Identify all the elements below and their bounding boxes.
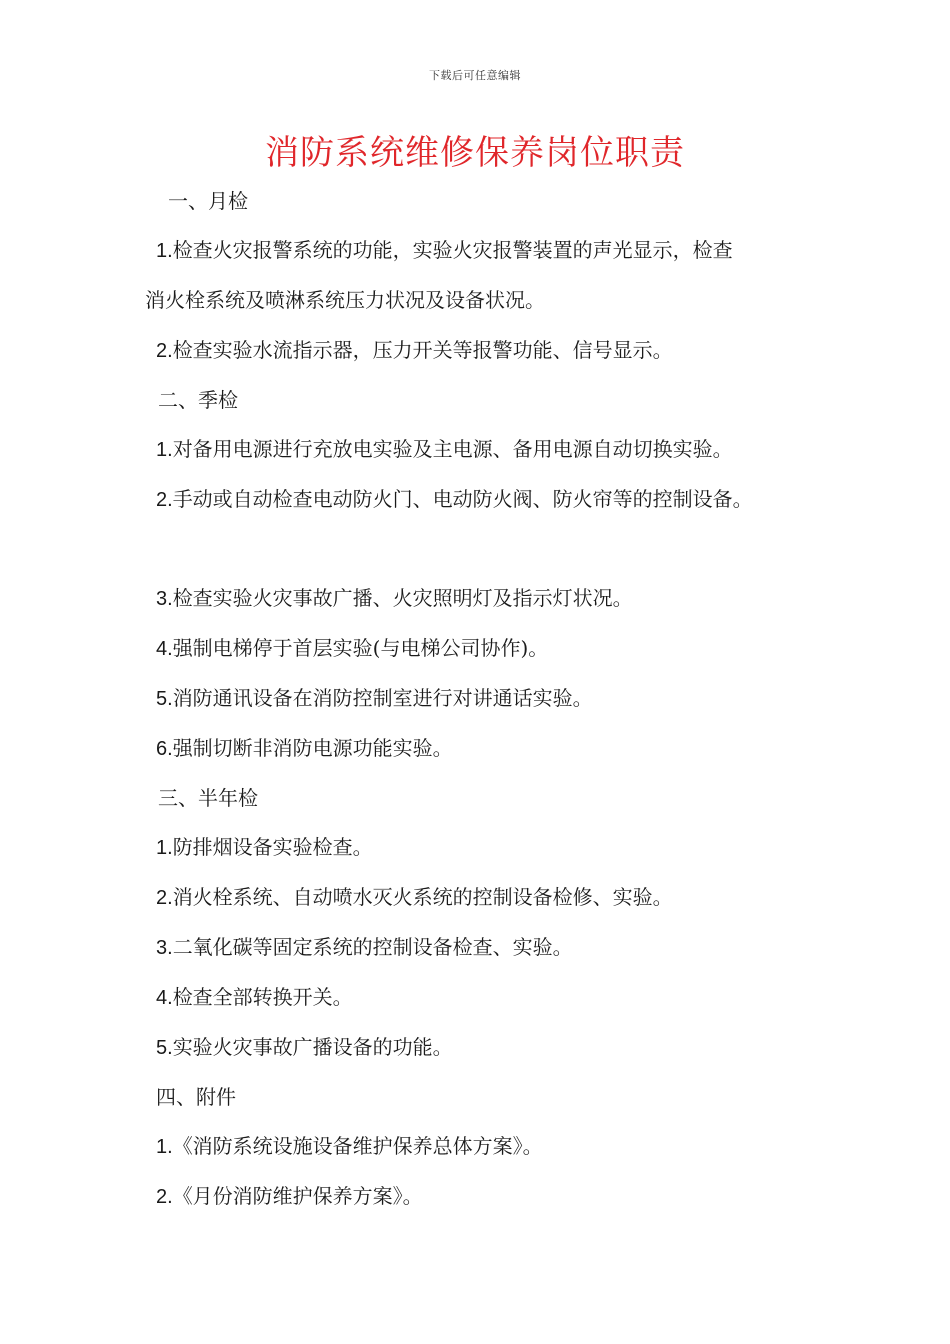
item-text: 消防通讯设备在消防控制室进行对讲通话实验。 <box>172 686 593 710</box>
item-number: 2. <box>156 887 173 909</box>
document-title: 消防系统维修保养岗位职责 <box>265 133 685 173</box>
item-text: 《消防系统设施设备维护保养总体方案》。 <box>172 1134 543 1158</box>
section-3-item-5 <box>156 1033 453 1062</box>
item-text: 防排烟设备实验检查。 <box>172 835 373 859</box>
section-2-item-5 <box>156 684 593 713</box>
item-text: 《月份消防维护保养方案》。 <box>172 1184 423 1208</box>
section-3-item-2 <box>156 883 673 912</box>
item-number: 3. <box>156 588 173 610</box>
section-3-item-1 <box>156 833 373 862</box>
item-text: 二氧化碳等固定系统的控制设备检查、实验。 <box>172 935 573 959</box>
item-number: 2. <box>156 340 173 362</box>
item-text: 强制切断非消防电源功能实验。 <box>172 736 453 760</box>
item-number: 3. <box>156 937 173 959</box>
section-3-item-3 <box>156 933 573 962</box>
item-text: 对备用电源进行充放电实验及主电源、备用电源自动切换实验。 <box>172 437 733 461</box>
item-number: 5. <box>156 688 173 710</box>
section-4-item-1 <box>156 1132 543 1161</box>
item-text: 检查全部转换开关。 <box>172 985 353 1009</box>
item-number: 1. <box>156 240 173 262</box>
item-text: 检查火灾报警系统的功能，实验火灾报警装置的声光显示，检查 <box>172 238 733 262</box>
section-1-item-2 <box>156 336 673 365</box>
section-2-item-3 <box>156 584 633 613</box>
section-1-item-1-continuation: 消火栓系统及喷淋系统压力状况及设备状况。 <box>145 288 545 312</box>
section-2-item-1 <box>156 435 733 464</box>
section-1-item-1 <box>156 236 733 265</box>
item-number: 4. <box>156 987 173 1009</box>
item-text: 强制电梯停于首层实验(与电梯公司协作)。 <box>172 636 549 660</box>
section-3-item-4 <box>156 983 353 1012</box>
section-4-item-2 <box>156 1182 423 1211</box>
item-number: 2. <box>156 1186 173 1208</box>
item-number: 5. <box>156 1037 173 1059</box>
item-number: 6. <box>156 738 173 760</box>
section-2-item-2 <box>156 485 753 514</box>
item-number: 1. <box>156 837 173 859</box>
section-2-item-4 <box>156 634 548 663</box>
item-text: 实验火灾事故广播设备的功能。 <box>172 1035 453 1059</box>
item-number: 4. <box>156 638 173 660</box>
item-text: 检查实验水流指示器，压力开关等报警功能、信号显示。 <box>172 338 673 362</box>
item-number: 2. <box>156 489 173 511</box>
item-text: 检查实验火灾事故广播、火灾照明灯及指示灯状况。 <box>172 586 633 610</box>
item-text: 消火栓系统、自动喷水灭火系统的控制设备检修、实验。 <box>172 885 673 909</box>
section-4-heading: 四、附件 <box>156 1085 236 1109</box>
item-number: 1. <box>156 439 173 461</box>
item-number: 1. <box>156 1136 173 1158</box>
section-2-heading: 二、季检 <box>158 388 238 412</box>
section-3-heading: 三、半年检 <box>158 786 258 810</box>
section-2-item-6 <box>156 734 453 763</box>
header-note: 下载后可任意编辑 <box>429 69 521 82</box>
section-1-heading: 一、月检 <box>168 189 248 213</box>
item-text: 手动或自动检查电动防火门、电动防火阀、防火帘等的控制设备。 <box>172 487 753 511</box>
